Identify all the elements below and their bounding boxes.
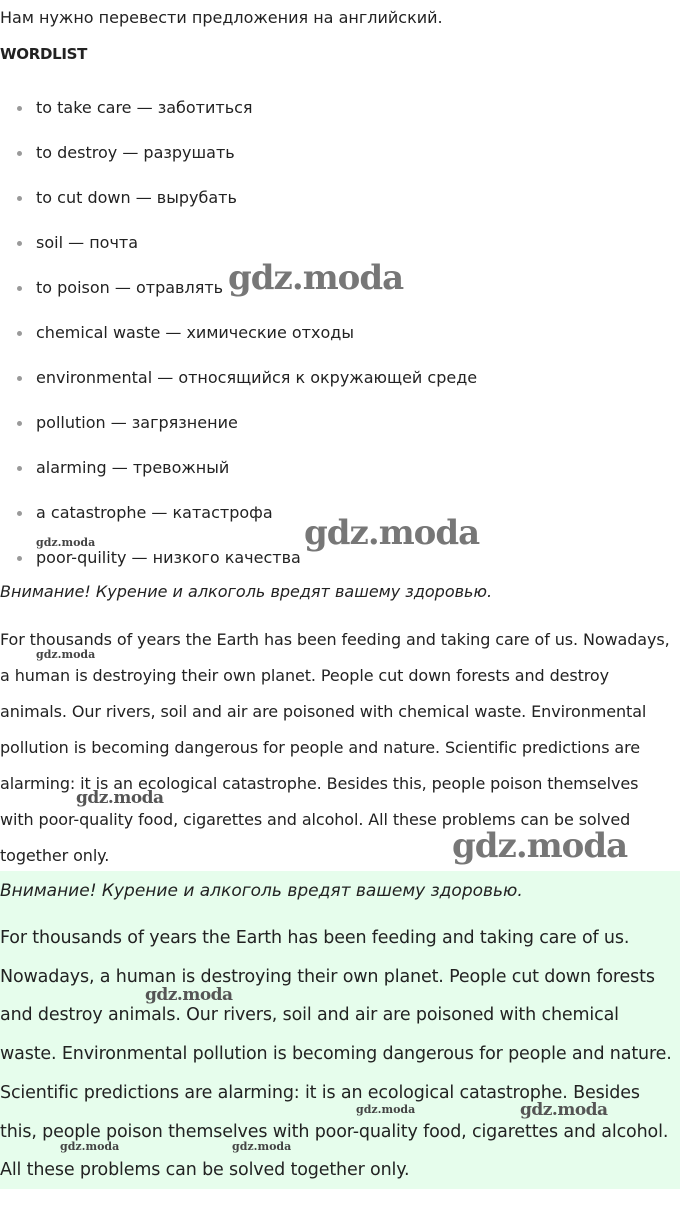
wordlist-item: alarming — тревожный [0, 456, 477, 501]
wordlist-item: poor-quility — низкого качества [0, 546, 477, 591]
bullet-icon [17, 286, 22, 291]
wordlist-item: to take care — заботиться [0, 96, 477, 141]
watermark-logo: gdz.moda [232, 1140, 292, 1153]
intro-text: Нам нужно перевести предложения на английский. [0, 8, 443, 27]
watermark-logo: gdz.moda [76, 788, 164, 808]
translation-paragraph: For thousands of years the Earth has been feeding and taking care of us. Nowadays, a human is destroying their own planet. People cut down forests and destroy animals. Our rivers, soil and air are poisoned with chemical waste. Environmental pollution is becoming dangerous for people and nature. Scientific predictions are alarming: it is an ecological catastrophe. Besides this, people poison themselves with poor-quality food, cigarettes and alcohol. All these problems can be solved together only. [0, 630, 670, 865]
wordlist-item: environmental — относящийся к окружающей среде [0, 366, 477, 411]
bullet-icon [17, 151, 22, 156]
watermark-logo: gdz.moda [452, 826, 628, 866]
wordlist [0, 96, 480, 591]
wordlist-heading: WORDLIST [0, 45, 88, 63]
bullet-icon [17, 106, 22, 111]
wordlist-item: soil — почта [0, 231, 477, 276]
watermark-logo: gdz.moda [36, 648, 96, 661]
bullet-icon [17, 556, 22, 561]
watermark-logo: gdz.moda [304, 513, 480, 553]
watermark-logo: gdz.moda [356, 1103, 416, 1116]
wordlist-item: to destroy — разрушать [0, 141, 477, 186]
bullet-icon [17, 241, 22, 246]
bullet-icon [17, 511, 22, 516]
bullet-icon [17, 466, 22, 471]
wordlist-item: pollution — загрязнение [0, 411, 477, 456]
wordlist-item: to cut down — вырубать [0, 186, 477, 231]
bullet-icon [17, 421, 22, 426]
watermark-logo: gdz.moda [36, 536, 96, 549]
wordlist-item: a catastrophe — катастрофа [0, 501, 477, 546]
watermark-logo: gdz.moda [145, 985, 233, 1005]
wordlist-item: chemical waste — химические отходы [0, 321, 477, 366]
wordlist-item: to poison — отравлять [0, 276, 477, 321]
watermark-logo: gdz.moda [60, 1140, 120, 1153]
watermark-logo: gdz.moda [228, 258, 404, 298]
translation-paragraph: For thousands of years the Earth has been feeding and taking care of us. Nowadays, a human is destroying their own planet. People cut down forests and destroy animals. Our rivers, soil and air are poisoned with chemical waste. Environmental pollution is becoming dangerous for people and nature. Scientific predictions are alarming: it is an ecological catastrophe. Besides this, people poison themselves with poor-quality food, cigarettes and alcohol. All these problems can be solved together only. [0, 928, 672, 1181]
watermark-logo: gdz.moda [520, 1100, 608, 1120]
health-warning: Внимание! Курение и алкоголь вредят вашему здоровью. [0, 582, 493, 601]
answer-block-plain [0, 580, 680, 874]
bullet-icon [17, 331, 22, 336]
answer-block-highlighted [0, 871, 680, 1189]
bullet-icon [17, 376, 22, 381]
health-warning: Внимание! Курение и алкоголь вредят вашему здоровью. [0, 881, 523, 901]
bullet-icon [17, 196, 22, 201]
